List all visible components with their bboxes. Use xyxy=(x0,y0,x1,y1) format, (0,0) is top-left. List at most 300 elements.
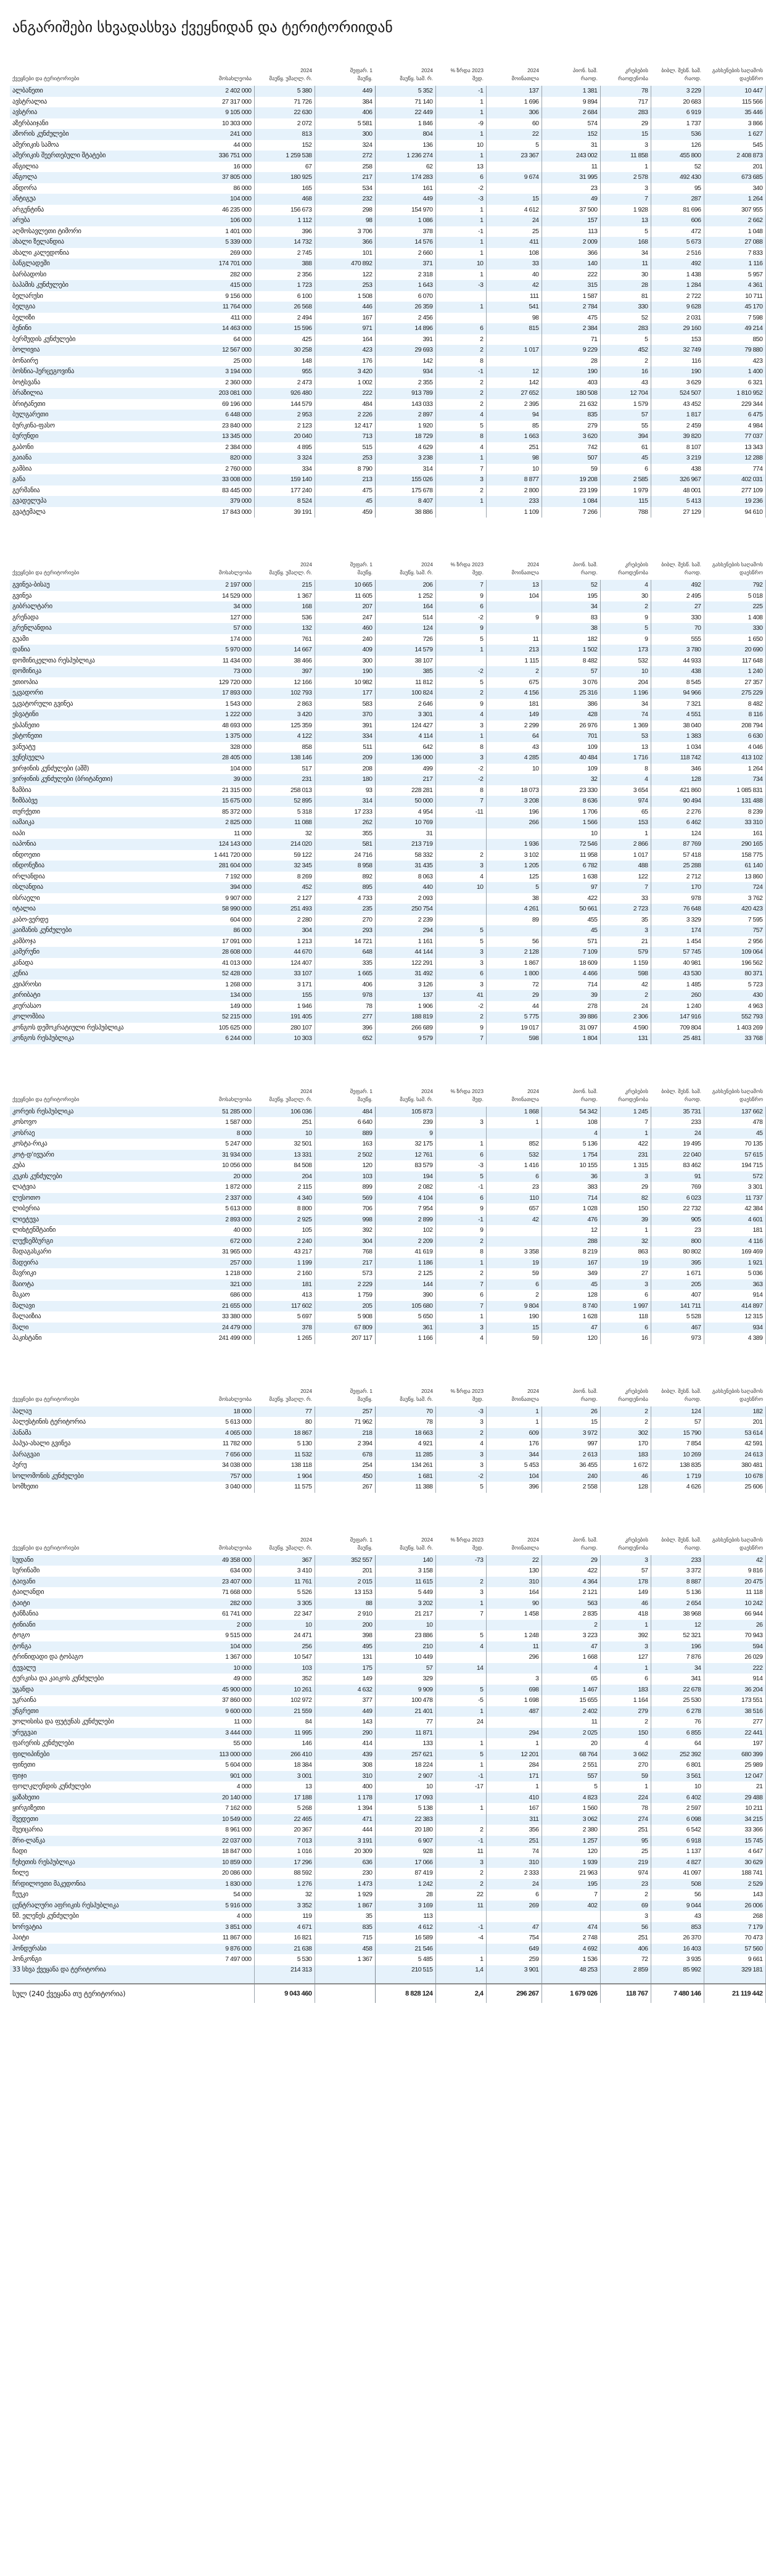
cell-peak-publishers: 5 526 xyxy=(254,1587,315,1598)
cell-country-name: ავსტრალია xyxy=(10,97,195,108)
cell-country-name: ბელარუსი xyxy=(10,291,195,302)
cell-peak-publishers: 20 040 xyxy=(254,431,315,442)
cell-percent-increase: -3 xyxy=(435,1406,486,1418)
cell-bible-studies: 85 992 xyxy=(651,1965,704,1984)
cell-bible-studies: 27 xyxy=(651,601,704,613)
cell-country-name: კონგოს დემოკრატიული რესპუბლიკა xyxy=(10,1023,195,1034)
cell-ratio-per-publisher: 1 665 xyxy=(315,968,375,980)
cell-country-name: ჰონკონგი xyxy=(10,1954,195,1965)
table-row xyxy=(10,1749,765,1761)
cell-percent-increase xyxy=(435,1566,486,1577)
cell-baptized: 43 xyxy=(486,742,542,753)
cell-peak-publishers: 117 602 xyxy=(254,1301,315,1312)
cell-ratio-per-publisher: 998 xyxy=(315,1215,375,1226)
cell-memorial-attendance: 1 627 xyxy=(704,129,765,140)
cell-memorial-attendance: 5 957 xyxy=(704,270,765,281)
cell-ratio-per-publisher: 45 xyxy=(315,496,375,507)
cell-country-name: არუბა xyxy=(10,215,195,226)
cell-memorial-attendance: 196 562 xyxy=(704,958,765,969)
cell-memorial-attendance: 2 529 xyxy=(704,1879,765,1890)
cell-baptized xyxy=(486,1663,542,1674)
cell-population: 1 872 000 xyxy=(195,1182,254,1193)
table-row xyxy=(10,291,765,302)
cell-baptized: 104 xyxy=(486,591,542,602)
cell-percent-increase: 4 xyxy=(435,442,486,453)
cell-ratio-per-publisher xyxy=(315,1984,375,2003)
table-row xyxy=(10,1933,765,1944)
table-row xyxy=(10,1471,765,1482)
cell-percent-increase: 1 xyxy=(435,237,486,248)
cell-congregations: 56 xyxy=(600,1922,651,1933)
cell-average-publishers: 113 xyxy=(375,1911,435,1922)
cell-country-name: ბულგარეთი xyxy=(10,410,195,421)
cell-population: 269 000 xyxy=(195,248,254,259)
cell-ratio-per-publisher: 978 xyxy=(315,990,375,1001)
cell-average-publishers: 161 xyxy=(375,183,435,194)
table-row xyxy=(10,980,765,991)
cell-peak-publishers: 125 359 xyxy=(254,720,315,732)
cell-ratio-per-publisher: 304 xyxy=(315,1236,375,1247)
cell-percent-increase: 1 xyxy=(435,731,486,742)
cell-average-publishers: 32 175 xyxy=(375,1139,435,1150)
cell-bible-studies: 25 530 xyxy=(651,1695,704,1706)
cell-baptized: 8 877 xyxy=(486,474,542,485)
cell-bible-studies: 27 129 xyxy=(651,507,704,518)
table-row xyxy=(10,323,765,334)
cell-country-name: განა xyxy=(10,474,195,485)
cell-baptized: 310 xyxy=(486,1577,542,1588)
cell-population: 1 401 000 xyxy=(195,226,254,237)
cell-percent-increase: 41 xyxy=(435,990,486,1001)
cell-ratio-per-publisher: 164 xyxy=(315,334,375,345)
cell-memorial-attendance: 26 006 xyxy=(704,1901,765,1912)
cell-average-pioneers xyxy=(542,1911,600,1922)
cell-country-name: კიურასაო xyxy=(10,1001,195,1012)
cell-peak-publishers: 2 123 xyxy=(254,421,315,432)
cell-bible-studies: 64 xyxy=(651,1738,704,1749)
table-row xyxy=(10,97,765,108)
cell-country-name: პარაგვაი xyxy=(10,1450,195,1461)
cell-congregations: 13 xyxy=(600,742,651,753)
cell-average-publishers: 514 xyxy=(375,613,435,624)
cell-percent-increase: -2 xyxy=(435,1001,486,1012)
cell-congregations: 74 xyxy=(600,709,651,720)
cell-population: 241 499 000 xyxy=(195,1333,254,1344)
cell-average-pioneers: 701 xyxy=(542,731,600,742)
cell-average-publishers: 4 954 xyxy=(375,807,435,818)
column-header-memorial-attendance: გახსენების საღამოს დაესწრო xyxy=(712,1088,763,1102)
cell-percent-increase xyxy=(435,904,486,915)
cell-country-name: კანადა xyxy=(10,958,195,969)
cell-country-name: სომხეთი xyxy=(10,1482,195,1493)
cell-ratio-per-publisher: 471 xyxy=(315,1814,375,1825)
table-row xyxy=(10,194,765,205)
cell-memorial-attendance: 7 598 xyxy=(704,313,765,324)
cell-percent-increase: -73 xyxy=(435,1555,486,1566)
cell-percent-increase: 1 xyxy=(435,496,486,507)
cell-ratio-per-publisher: 1 178 xyxy=(315,1793,375,1804)
cell-percent-increase: 1 xyxy=(435,1738,486,1749)
cell-memorial-attendance: 27 088 xyxy=(704,237,765,248)
cell-baptized: 5 xyxy=(486,140,542,151)
cell-baptized: 4 285 xyxy=(486,753,542,764)
cell-memorial-attendance: 42 xyxy=(704,1555,765,1566)
cell-ratio-per-publisher: 1 867 xyxy=(315,1901,375,1912)
cell-memorial-attendance: 7 595 xyxy=(704,915,765,926)
cell-baptized: 657 xyxy=(486,1203,542,1215)
cell-congregations: 2 866 xyxy=(600,839,651,850)
cell-congregations: 2 xyxy=(600,1889,651,1901)
column-header-peak-publishers: 2024 მაუწყ. უმაღლ. რ. xyxy=(269,1088,312,1102)
cell-ratio-per-publisher: 298 xyxy=(315,205,375,216)
cell-percent-increase: 1 xyxy=(435,205,486,216)
cell-percent-increase: -11 xyxy=(435,807,486,818)
cell-memorial-attendance: 3 301 xyxy=(704,1182,765,1193)
cell-bible-studies: 287 xyxy=(651,194,704,205)
cell-population: 39 000 xyxy=(195,774,254,785)
cell-average-pioneers: 1 536 xyxy=(542,1954,600,1965)
cell-average-pioneers: 2 784 xyxy=(542,302,600,313)
cell-ratio-per-publisher: 450 xyxy=(315,1471,375,1482)
cell-baptized: 9 674 xyxy=(486,172,542,183)
cell-country-name: ტინიანი xyxy=(10,1620,195,1631)
table-row xyxy=(10,1728,765,1739)
cell-peak-publishers: 11 761 xyxy=(254,1577,315,1588)
cell-average-publishers: 17 093 xyxy=(375,1793,435,1804)
cell-baptized: 90 xyxy=(486,1598,542,1609)
cell-average-pioneers: 1 804 xyxy=(542,1033,600,1044)
cell-memorial-attendance: 8 239 xyxy=(704,807,765,818)
cell-congregations: 6 xyxy=(600,1674,651,1685)
cell-memorial-attendance: 4 984 xyxy=(704,421,765,432)
cell-average-pioneers: 1 706 xyxy=(542,807,600,818)
table-row xyxy=(10,442,765,453)
cell-percent-increase: 2 xyxy=(435,1577,486,1588)
cell-baptized: 23 xyxy=(486,1182,542,1193)
table-row xyxy=(10,1247,765,1258)
cell-percent-increase: -1 xyxy=(435,1182,486,1193)
cell-population: 127 000 xyxy=(195,613,254,624)
cell-bible-studies: 395 xyxy=(651,1258,704,1269)
cell-ratio-per-publisher: 414 xyxy=(315,1738,375,1749)
cell-bible-studies: 905 xyxy=(651,1215,704,1226)
cell-country-name: ლუქსემბურგი xyxy=(10,1236,195,1247)
cell-baptized xyxy=(486,183,542,194)
cell-country-name: 33 სხვა ქვეყანა და ტერიტორია xyxy=(10,1965,195,1984)
cell-bible-studies: 1 719 xyxy=(651,1471,704,1482)
cell-bible-studies: 56 xyxy=(651,1889,704,1901)
cell-population: 14 463 000 xyxy=(195,323,254,334)
cell-average-pioneers: 26 xyxy=(542,1406,600,1418)
cell-percent-increase xyxy=(435,817,486,828)
column-header-peak-publishers: 2024 მაუწყ. უმაღლ. რ. xyxy=(269,1387,312,1402)
cell-bible-studies: 10 269 xyxy=(651,1450,704,1461)
cell-peak-publishers: 39 191 xyxy=(254,507,315,518)
cell-congregations: 302 xyxy=(600,1428,651,1439)
cell-average-pioneers: 1 638 xyxy=(542,872,600,883)
cell-ratio-per-publisher: 384 xyxy=(315,97,375,108)
cell-congregations: 3 xyxy=(600,1641,651,1653)
cell-average-publishers: 2 209 xyxy=(375,1236,435,1247)
cell-ratio-per-publisher: 270 xyxy=(315,915,375,926)
table-row xyxy=(10,861,765,872)
column-header-memorial-attendance: გახსენების საღამოს დაესწრო xyxy=(712,561,763,576)
cell-bible-studies: 2 495 xyxy=(651,591,704,602)
cell-ratio-per-publisher: 446 xyxy=(315,302,375,313)
table-row xyxy=(10,1825,765,1836)
cell-country-name: ანგოლა xyxy=(10,172,195,183)
table-row xyxy=(10,1160,765,1171)
cell-average-publishers: 9 xyxy=(375,1128,435,1139)
cell-congregations: 82 xyxy=(600,1193,651,1204)
cell-ratio-per-publisher: 1 508 xyxy=(315,291,375,302)
cell-average-pioneers: 9 894 xyxy=(542,97,600,108)
table-row xyxy=(10,968,765,980)
cell-ratio-per-publisher: 149 xyxy=(315,1674,375,1685)
cell-population: 17 893 000 xyxy=(195,688,254,699)
cell-congregations: 251 xyxy=(600,1933,651,1944)
cell-congregations: 128 xyxy=(600,1482,651,1493)
cell-average-pioneers: 12 xyxy=(542,1225,600,1236)
cell-peak-publishers: 388 xyxy=(254,258,315,270)
cell-population: 134 000 xyxy=(195,990,254,1001)
cell-congregations: 7 xyxy=(600,1117,651,1128)
cell-congregations: 2 306 xyxy=(600,1012,651,1023)
cell-population: 18 000 xyxy=(195,1406,254,1418)
cell-memorial-attendance: 25 989 xyxy=(704,1760,765,1771)
cell-peak-publishers: 11 532 xyxy=(254,1450,315,1461)
cell-percent-increase: 3 xyxy=(435,1857,486,1868)
cell-average-pioneers: 52 xyxy=(542,580,600,591)
cell-memorial-attendance: 1 116 xyxy=(704,258,765,270)
cell-peak-publishers: 536 xyxy=(254,613,315,624)
cell-peak-publishers: 16 821 xyxy=(254,1933,315,1944)
cell-peak-publishers: 67 xyxy=(254,162,315,173)
table-row xyxy=(10,1171,765,1183)
cell-bible-studies: 1 671 xyxy=(651,1268,704,1279)
cell-congregations: 219 xyxy=(600,1857,651,1868)
cell-ratio-per-publisher: 1 929 xyxy=(315,1889,375,1901)
cell-average-publishers: 3 158 xyxy=(375,1566,435,1577)
cell-memorial-attendance: 117 648 xyxy=(704,656,765,667)
cell-ratio-per-publisher: 217 xyxy=(315,1258,375,1269)
cell-average-publishers: 142 xyxy=(375,356,435,367)
cell-congregations: 11 xyxy=(600,258,651,270)
cell-percent-increase: 10 xyxy=(435,258,486,270)
cell-average-pioneers: 54 342 xyxy=(542,1107,600,1118)
cell-peak-publishers: 20 367 xyxy=(254,1825,315,1836)
cell-peak-publishers: 2 356 xyxy=(254,270,315,281)
cell-peak-publishers: 2 160 xyxy=(254,1268,315,1279)
cell-bible-studies: 205 xyxy=(651,1279,704,1290)
cell-baptized xyxy=(486,1236,542,1247)
cell-percent-increase: -5 xyxy=(435,1695,486,1706)
cell-peak-publishers: 144 579 xyxy=(254,399,315,410)
cell-average-pioneers: 3 062 xyxy=(542,1814,600,1825)
cell-country-name: სურინამი xyxy=(10,1566,195,1577)
cell-bible-studies: 1 240 xyxy=(651,1001,704,1012)
cell-ratio-per-publisher: 213 xyxy=(315,474,375,485)
cell-population: 4 000 xyxy=(195,1911,254,1922)
cell-ratio-per-publisher: 889 xyxy=(315,1128,375,1139)
cell-memorial-attendance: 109 064 xyxy=(704,947,765,958)
cell-memorial-attendance: 1 921 xyxy=(704,1258,765,1269)
cell-average-publishers: 314 xyxy=(375,464,435,475)
cell-ratio-per-publisher: 12 417 xyxy=(315,421,375,432)
cell-population: 48 693 000 xyxy=(195,720,254,732)
cell-baptized: 6 xyxy=(486,1279,542,1290)
table-row xyxy=(10,1793,765,1804)
cell-average-publishers: 250 754 xyxy=(375,904,435,915)
column-header-ratio-per-publisher: შეფარ. 1 მაუწყ. xyxy=(350,1387,373,1402)
cell-ratio-per-publisher: 392 xyxy=(315,1225,375,1236)
cell-baptized: 47 xyxy=(486,1922,542,1933)
cell-average-publishers: 29 693 xyxy=(375,345,435,356)
cell-bible-studies: 467 xyxy=(651,1323,704,1334)
cell-country-name: ჰაიტი xyxy=(10,1933,195,1944)
cell-country-name: ტაივანი xyxy=(10,1577,195,1588)
table-row xyxy=(10,893,765,904)
cell-peak-publishers: 10 547 xyxy=(254,1652,315,1663)
cell-average-publishers: 2 082 xyxy=(375,1182,435,1193)
cell-average-publishers: 217 xyxy=(375,774,435,785)
cell-average-publishers: 154 970 xyxy=(375,205,435,216)
cell-average-publishers: 4 114 xyxy=(375,731,435,742)
cell-memorial-attendance: 4 361 xyxy=(704,280,765,291)
cell-average-publishers: 1 846 xyxy=(375,118,435,130)
table-row xyxy=(10,162,765,173)
cell-congregations: 69 xyxy=(600,1901,651,1912)
cell-congregations: 1 159 xyxy=(600,958,651,969)
cell-country-name: ტაიტი xyxy=(10,1598,195,1609)
cell-average-pioneers: 40 484 xyxy=(542,753,600,764)
cell-peak-publishers: 8 800 xyxy=(254,1203,315,1215)
cell-average-publishers: 77 xyxy=(375,1717,435,1728)
cell-population: 1 587 000 xyxy=(195,1117,254,1128)
cell-ratio-per-publisher: 258 xyxy=(315,162,375,173)
cell-percent-increase xyxy=(435,1728,486,1739)
cell-peak-publishers: 12 166 xyxy=(254,677,315,688)
cell-ratio-per-publisher: 713 xyxy=(315,431,375,442)
cell-country-name: ბელგია xyxy=(10,302,195,313)
cell-percent-increase: 1 xyxy=(435,1803,486,1814)
cell-baptized: 104 xyxy=(486,1471,542,1482)
cell-ratio-per-publisher: 207 xyxy=(315,601,375,613)
cell-average-publishers: 21 546 xyxy=(375,1944,435,1955)
cell-ratio-per-publisher: 254 xyxy=(315,1460,375,1471)
cell-average-pioneers: 195 xyxy=(542,591,600,602)
cell-bible-studies: 8 545 xyxy=(651,677,704,688)
column-header-average-publishers: 2024 მაუწყ. საშ. რ. xyxy=(400,1536,433,1551)
cell-bible-studies: 6 918 xyxy=(651,1836,704,1847)
cell-country-name: ფიჯი xyxy=(10,1771,195,1782)
cell-average-pioneers: 742 xyxy=(542,442,600,453)
cell-average-publishers: 2 897 xyxy=(375,410,435,421)
table-row xyxy=(10,1482,765,1493)
cell-congregations: 28 xyxy=(600,280,651,291)
cell-population: 13 345 000 xyxy=(195,431,254,442)
table-row xyxy=(10,474,765,485)
cell-percent-increase: -1 xyxy=(435,1836,486,1847)
cell-bible-studies: 536 xyxy=(651,129,704,140)
table-row xyxy=(10,1695,765,1706)
cell-average-publishers: 228 281 xyxy=(375,785,435,796)
table-row xyxy=(10,580,765,591)
cell-baptized: 311 xyxy=(486,1814,542,1825)
cell-peak-publishers: 858 xyxy=(254,742,315,753)
cell-baptized: 698 xyxy=(486,1685,542,1696)
cell-congregations: 251 xyxy=(600,1825,651,1836)
cell-average-publishers: 31 492 xyxy=(375,968,435,980)
cell-memorial-attendance: 402 031 xyxy=(704,474,765,485)
cell-country-name: ვანუატუ xyxy=(10,742,195,753)
cell-ratio-per-publisher: 406 xyxy=(315,107,375,118)
cell-average-publishers: 642 xyxy=(375,742,435,753)
cell-ratio-per-publisher: 93 xyxy=(315,785,375,796)
column-header-average-pioneers: პიონ. საშ. რაოდ. xyxy=(572,67,598,81)
table-row xyxy=(10,634,765,645)
cell-average-pioneers: 474 xyxy=(542,1922,600,1933)
cell-ratio-per-publisher: 257 xyxy=(315,1406,375,1418)
cell-population: 20 086 000 xyxy=(195,1868,254,1879)
cell-average-publishers: 175 678 xyxy=(375,485,435,497)
cell-percent-increase: 7 xyxy=(435,796,486,807)
cell-memorial-attendance: 34 215 xyxy=(704,1814,765,1825)
cell-ratio-per-publisher: 78 xyxy=(315,1001,375,1012)
cell-peak-publishers: 159 140 xyxy=(254,474,315,485)
cell-average-pioneers: 4 xyxy=(542,1128,600,1139)
cell-bible-studies: 57 745 xyxy=(651,947,704,958)
cell-peak-publishers: 52 895 xyxy=(254,796,315,807)
cell-population: 604 000 xyxy=(195,915,254,926)
table-row xyxy=(10,496,765,507)
cell-ratio-per-publisher: 4 733 xyxy=(315,893,375,904)
cell-ratio-per-publisher: 17 233 xyxy=(315,807,375,818)
cell-average-publishers: 38 107 xyxy=(375,656,435,667)
table-row xyxy=(10,850,765,861)
cell-baptized: 1 xyxy=(486,1117,542,1128)
cell-peak-publishers: 468 xyxy=(254,194,315,205)
cell-country-name: პაპუა-ახალი გვინეა xyxy=(10,1439,195,1450)
cell-average-publishers: 21 217 xyxy=(375,1609,435,1620)
cell-percent-increase: 5 xyxy=(435,936,486,947)
cell-population: 9 600 000 xyxy=(195,1706,254,1717)
cell-country-name: ფილიპინები xyxy=(10,1749,195,1761)
cell-population: 9 876 000 xyxy=(195,1944,254,1955)
table-row xyxy=(10,817,765,828)
table-row xyxy=(10,1674,765,1685)
cell-average-publishers: 12 761 xyxy=(375,1150,435,1161)
cell-baptized xyxy=(486,828,542,840)
cell-average-publishers: 3 301 xyxy=(375,709,435,720)
cell-ratio-per-publisher: 10 982 xyxy=(315,677,375,688)
cell-average-pioneers: 108 xyxy=(542,1117,600,1128)
cell-population: 1 830 000 xyxy=(195,1879,254,1890)
cell-population: 52 428 000 xyxy=(195,968,254,980)
cell-population: 5 970 000 xyxy=(195,645,254,656)
cell-ratio-per-publisher: 218 xyxy=(315,1428,375,1439)
cell-country-name: ჩრდილოეთი მაკედონია xyxy=(10,1879,195,1890)
cell-percent-increase: 5 xyxy=(435,1630,486,1641)
cell-bible-studies: 8 107 xyxy=(651,442,704,453)
table-row xyxy=(10,1301,765,1312)
table-row xyxy=(10,107,765,118)
cell-country-name: მადეირა xyxy=(10,1258,195,1269)
cell-bible-studies: 118 742 xyxy=(651,753,704,764)
cell-bible-studies: 20 683 xyxy=(651,97,704,108)
cell-memorial-attendance: 5 723 xyxy=(704,980,765,991)
cell-congregations: 1 xyxy=(600,1225,651,1236)
